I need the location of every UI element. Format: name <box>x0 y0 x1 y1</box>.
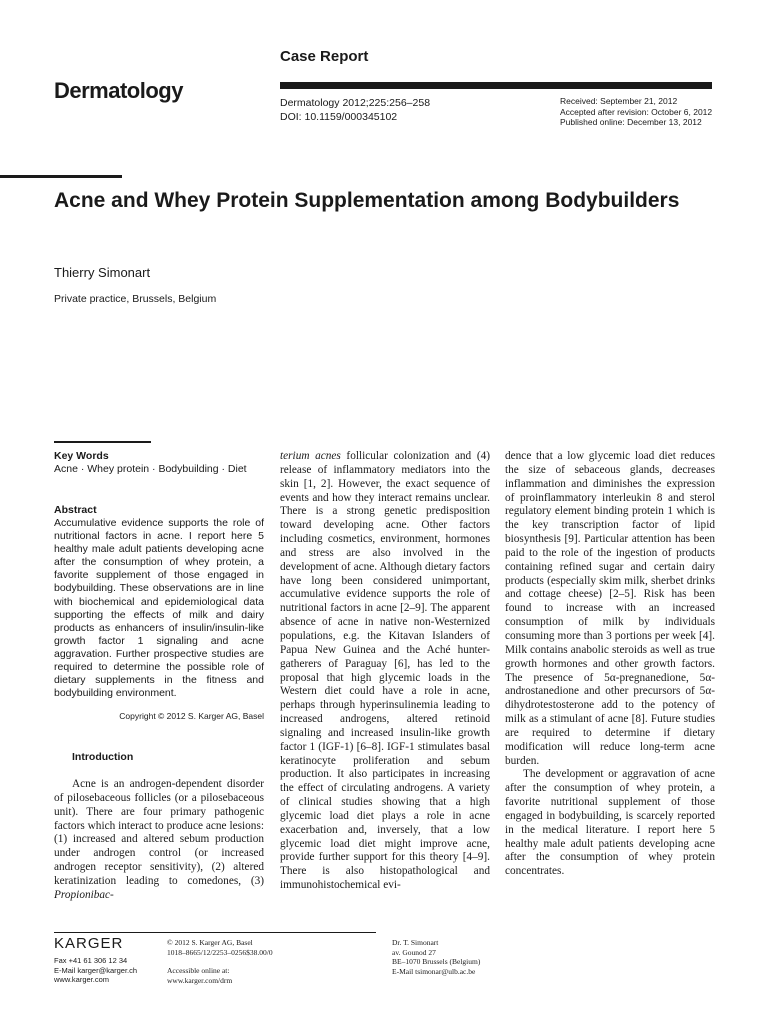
body-text: follicular colonization and (4) release of inflammatory mediators into the skin [1, 2]. However, the exact sequence of events and how they interact remains unclear. There is a strong genetic predisposition toward developing acne. Other factors including cosmetics, environment, hormones and stress are also involved in the development of acne. Although dietary factors have long been considered unimportant, accumulative evidence supports the role of nutritional factors in acne [2–9]. The apparent absence of acne in native non-Westernized populations, e.g. the Kitavan Islanders of Papua New Guinea and the Aché hunter-gatherers of Paraguay [6], has led to the proposal that high glycemic loads in the Western diet could have a role in acne, perhaps through hyperinsulinemia leading to increased androgens, altered retinoid signaling and increased insulin-like growth factor 1 (IGF-1) [6–8]. IGF-1 stimulates basal keratinocyte proliferation and sebum production. It also participates in increasing the effect of circulating androgens. A variety of clinical studies showing that a high glycemic load diet plays a role in acne exacerbation and, inversely, that a low glycemic load diet might improve acne, provide further support for this theory [4–9]. There is also histopathological and immunohistochemical evi- <box>280 450 490 892</box>
access-label: Accessible online at: <box>167 966 230 975</box>
article-title: Acne and Whey Protein Supplementation among Bodybuilders <box>54 189 680 212</box>
email-link[interactable]: E-Mail karger@karger.ch <box>54 965 138 975</box>
street-line: av. Gounod 27 <box>392 947 436 957</box>
title-rule <box>0 175 122 178</box>
body-paragraph: dence that a low glycemic load diet reduces the size of sebaceous glands, decreases inflammation and diminishes the expression of proinflammatory interleukin 8 and sterol regulatory element binding protein 1 which is the key transcription factor of lipid biosynthesis [9]. Particular attention has been paid to the role of the ingestion of products containing refined sugar and certain dairy products (especially skim milk, sherbet drinks and cottage cheese) [2–5]. Risk has been found to increase with an increased consumption of milk by individuals consuming more than 3 portions per week [4]. Milk contains anabolic steroids as well as true growth hormones and other growth factors. The presence of 5α-pregnanedione, 5α-androstanedione and other precursors of 5α-dihydrotestosterone add to the potency of milk as a stimulant of acne [8]. Future studies are required to determine if dietary modification will reduce long-term acne burden. <box>505 450 715 767</box>
citation-line: Dermatology 2012;225:256–258 <box>280 97 431 109</box>
issn-line: 1018–8665/12/2253–0256$38.00/0 <box>167 947 273 957</box>
footer-access <box>167 966 232 985</box>
copyright-line: © 2012 S. Karger AG, Basel <box>167 938 253 947</box>
introduction-heading: Introduction <box>72 751 134 763</box>
accepted-date: Accepted after revision: October 6, 2012 <box>560 106 713 117</box>
species-name-italic: terium acnes <box>280 450 341 462</box>
keywords-list: Acne · Whey protein · Bodybuilding · Diet <box>54 463 247 475</box>
body-column-3 <box>505 450 715 879</box>
published-date: Published online: December 13, 2012 <box>560 117 702 127</box>
abstract-heading: Abstract <box>54 504 97 516</box>
city-line: BE–1070 Brussels (Belgium) <box>392 957 481 966</box>
author-name: Thierry Simonart <box>54 265 151 280</box>
website-link[interactable]: www.karger.com <box>54 975 110 984</box>
footer-rule <box>54 932 376 933</box>
article-dates <box>560 96 712 128</box>
fax-line: Fax +41 61 306 12 34 <box>54 956 128 965</box>
keywords-rule <box>54 441 151 443</box>
correspondent-name: Dr. T. Simonart <box>392 938 439 947</box>
author-affiliation: Private practice, Brussels, Belgium <box>54 293 217 305</box>
correspondent-email-link[interactable]: E-Mail tsimonar@ulb.ac.be <box>392 966 476 976</box>
journal-url-link[interactable]: www.karger.com/drm <box>167 975 233 985</box>
body-paragraph: The development or aggravation of acne after the consumption of whey protein, a favorite nutritional supplement of those engaged in bodybuilding, is scarcely reported in the medical literature. I report here 5 healthy male adult patients developing acne after the consumption of whey protein concentrates. <box>505 768 715 878</box>
body-text: Acne is an androgen-dependent disorder of pilosebaceous follicles (or a pilosebaceous unit). There are four primary pathogenic factors which interact to produce acne lesions: (1) increased and altered sebum production under androgen control (or increased androgen receptor sensitivity), (2) altered keratinization leading to comedones, (3) <box>54 778 264 887</box>
footer-copyright <box>167 938 273 957</box>
section-label: Case Report <box>280 48 369 65</box>
publisher-contact <box>54 956 137 985</box>
publisher-logo: KARGER <box>54 935 124 952</box>
abstract-copyright: Copyright © 2012 S. Karger AG, Basel <box>119 711 264 721</box>
header-rule <box>280 82 712 89</box>
received-date: Received: September 21, 2012 <box>560 96 678 106</box>
citation <box>280 96 430 124</box>
keywords-heading: Key Words <box>54 450 109 462</box>
body-column-2 <box>280 450 490 893</box>
doi-line: DOI: 10.1159/000345102 <box>280 111 398 123</box>
species-name-italic: Propionibac- <box>54 888 114 901</box>
abstract-text: Accumulative evidence supports the role of nutritional factors in acne. I report here 5 healthy male adult patients developing acne after the consumption of whey protein, a favorite supplement of those engaged in bodybuilding. These observations are in line with biochemical and epidemiological data supporting the effects of milk and dairy products as enhancers of insulin/insulin-like growth factor 1 signaling and acne aggravation. Further prospective studies are required to determine the possible role of dietary supplements in the fitness and bodybuilding environment. <box>54 517 264 700</box>
correspondence-address <box>392 938 480 976</box>
journal-logo: Dermatology <box>54 78 183 103</box>
body-column-1 <box>54 778 264 903</box>
